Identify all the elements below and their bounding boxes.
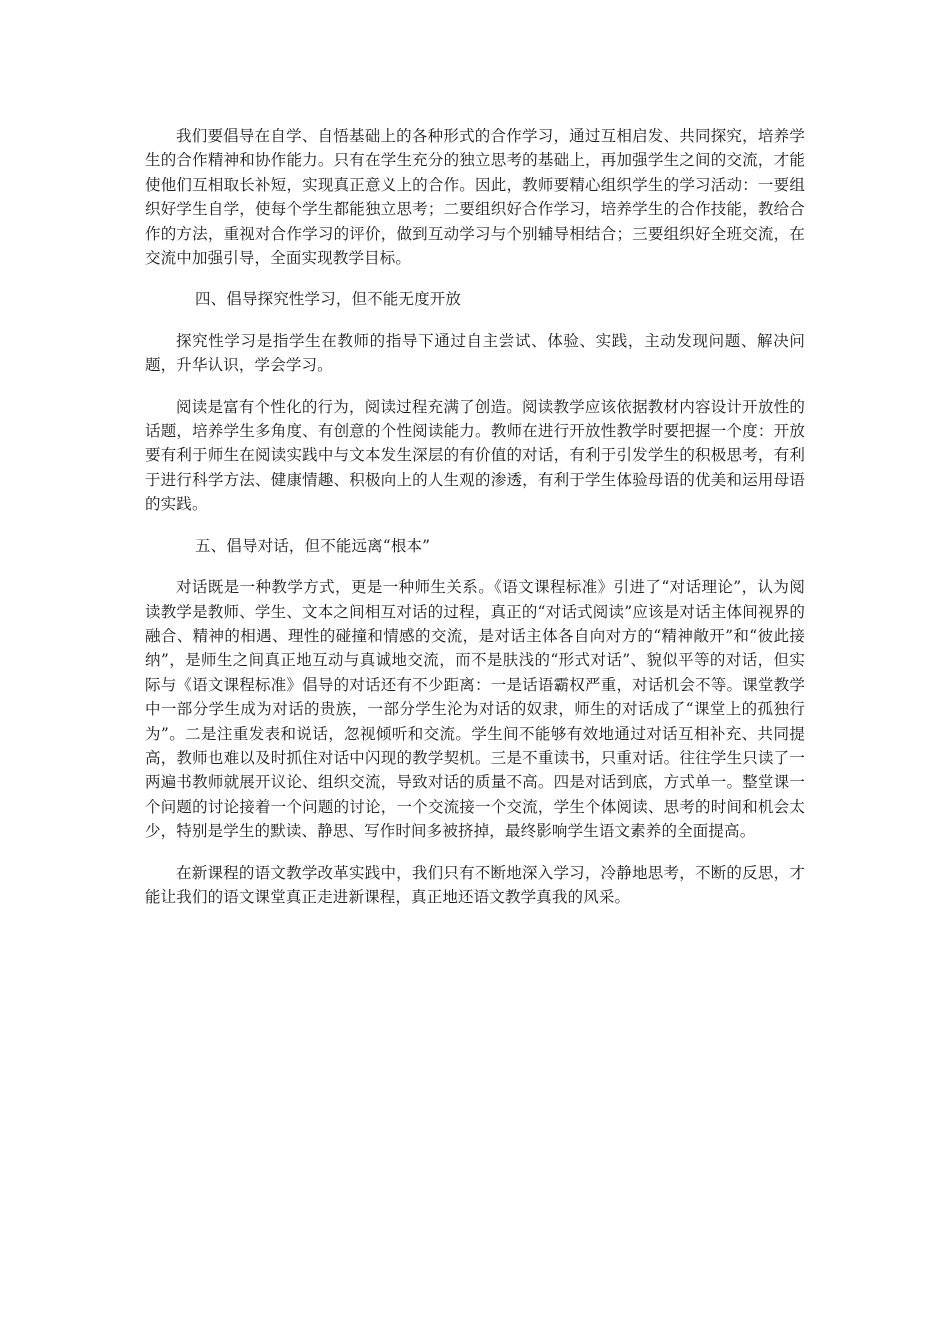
paragraph-cooperative-learning: 我们要倡导在自学、自悟基础上的各种形式的合作学习，通过互相启发、共同探究，培养学生的合作精神和协作能力。只有在学生充分的独立思考的基础上，再加强学生之间的交流，才能使他们互相取长补短，实现真正意义上的合作。因此，教师要精心组织学生的学习活动：一要组织好学生自学，使每个学生都能独立思考；二要组织好合作学习，培养学生的合作技能，教给合作的方法，重视对合作学习的评价，做到互动学习与个别辅导相结合；三要组织好全班交流，在交流中加强引导，全面实现教学目标。	[145, 127, 805, 268]
paragraph-reading-openness: 阅读是富有个性化的行为，阅读过程充满了创造。阅读教学应该依据教材内容设计开放性的话题，培养学生多角度、有创意的个性阅读能力。教师在进行开放性教学时要把握一个度：开放要有利于师生在阅读实践中与文本发生深层的有价值的对话，有利于引发学生的积极思考，有利于进行科学方法、健康情趣、积极向上的人生观的渗透，有利于学生体验母语的优美和运用母语的实践。	[145, 397, 805, 514]
paragraph-dialogue-teaching: 对话既是一种教学方式，更是一种师生关系。《语文课程标准》引进了“对话理论”，认为阅读教学是教师、学生、文本之间相互对话的过程，真正的“对话式阅读”应该是对话主体间视界的融合、精神的相遇、理性的碰撞和情感的交流，是对话主体各自向对方的“精神敞开”和“彼此接纳”，是师生之间真正地互动与真诚地交流，而不是肤浅的“形式对话”、貌似平等的对话，但实际与《语文课程标准》倡导的对话还有不少距离：一是话语霸权严重，对话机会不等。课堂教学中一部分学生成为对话的贵族，一部分学生沦为对话的奴隶，师生的对话成了“课堂上的孤独行为”。二是注重发表和说话，忽视倾听和交流。学生间不能够有效地通过对话互相补充、共同提高，教师也难以及时抓住对话中闪现的教学契机。三是不重读书，只重对话。往往学生只读了一两遍书教师就展开议论、组织交流，导致对话的质量不高。四是对话到底，方式单一。整堂课一个问题的讨论接着一个问题的讨论，一个交流接一个交流，学生个体阅读、思考的时间和机会太少，特别是学生的默读、静思、写作时间多被挤掉，最终影响学生语文素养的全面提高。	[145, 578, 805, 841]
document-page	[145, 124, 805, 909]
paragraph-conclusion: 在新课程的语文教学改革实践中，我们只有不断地深入学习，冷静地思考，不断的反思，才能让我们的语文课堂真正走进新课程，真正地还语文教学真我的风采。	[145, 863, 805, 906]
section-heading-five: 五、倡导对话，但不能远离“根本”	[195, 536, 431, 555]
paragraph-inquiry-definition: 探究性学习是指学生在教师的指导下通过自主尝试、体验、实践，主动发现问题、解决问题，升华认识，学会学习。	[145, 331, 805, 375]
section-heading-four: 四、倡导探究性学习，但不能无度开放	[195, 290, 462, 309]
